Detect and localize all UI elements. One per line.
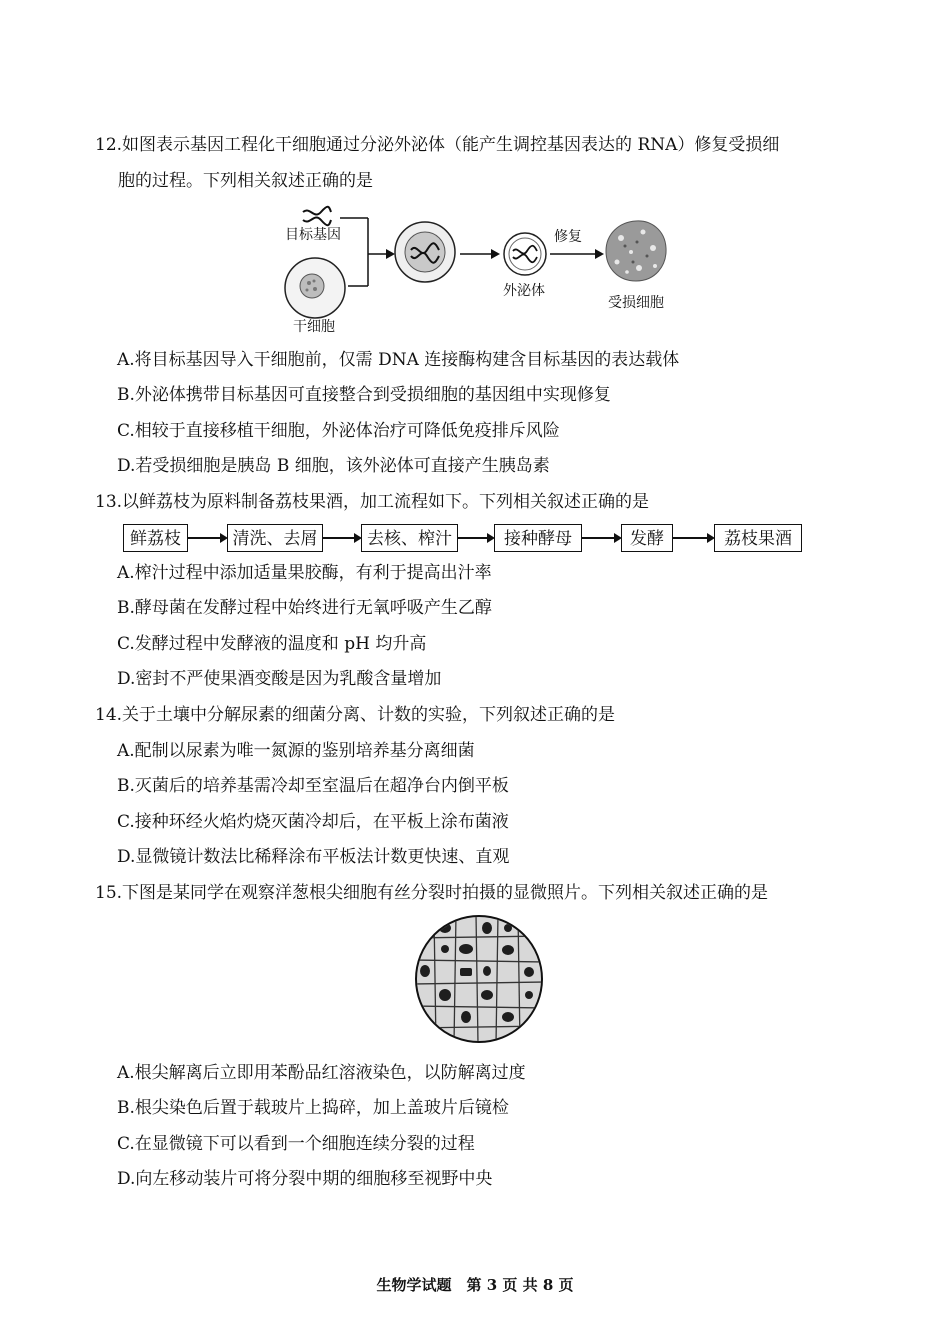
flow-arrow-2 [323, 537, 360, 539]
q13-option-b: B.酵母菌在发酵过程中始终进行无氧呼吸产生乙醇 [117, 598, 492, 618]
q14-option-b: B.灭菌后的培养基需冷却至室温后在超净台内倒平板 [117, 776, 509, 796]
damaged-cell-icon [603, 218, 669, 284]
flow-step-3: 去核、榨汁 [361, 524, 458, 552]
flow-arrow-4 [582, 537, 620, 539]
page-footer: 生物学试题 第 3 页 共 8 页 [376, 1276, 574, 1294]
micrograph-image [414, 914, 544, 1044]
target-gene-label: 目标基因 [285, 227, 341, 243]
q12-option-a: A.将目标基因导入干细胞前，仅需 DNA 连接酶构建含目标基因的表达载体 [117, 350, 680, 370]
q12-stem-line2: 胞的过程。下列相关叙述正确的是 [118, 171, 373, 191]
q14-option-d: D.显微镜计数法比稀释涂布平板法计数更快速、直观 [117, 847, 510, 867]
q12-option-c: C.相较于直接移植干细胞，外泌体治疗可降低免疫排斥风险 [117, 421, 560, 441]
stem-cell-icon [283, 256, 347, 320]
damaged-cell-label: 受损细胞 [608, 295, 664, 311]
engineered-stem-cell-icon [393, 220, 457, 284]
flow-arrow-5 [673, 537, 713, 539]
arrow-to-exosome [460, 248, 500, 260]
q13-option-c: C.发酵过程中发酵液的温度和 pH 均升高 [117, 634, 427, 654]
q14-stem: 14.关于土壤中分解尿素的细菌分离、计数的实验，下列叙述正确的是 [95, 705, 616, 725]
flow-step-5: 发酵 [621, 524, 673, 552]
flow-step-2: 清洗、去屑 [227, 524, 323, 552]
q12-stem-line1: 12.如图表示基因工程化干细胞通过分泌外泌体（能产生调控基因表达的 RNA）修复受损细 [95, 135, 780, 155]
q15-option-a: A.根尖解离后立即用苯酚品红溶液染色，以防解离过度 [117, 1063, 526, 1083]
flow-step-4: 接种酵母 [494, 524, 582, 552]
flow-arrow-1 [188, 537, 226, 539]
q14-option-a: A.配制以尿素为唯一氮源的鉴别培养基分离细菌 [117, 741, 475, 761]
q12-option-b: B.外泌体携带目标基因可直接整合到受损细胞的基因组中实现修复 [117, 385, 611, 405]
flow-arrow-3 [458, 537, 493, 539]
q13-option-d: D.密封不严使果酒变酸是因为乳酸含量增加 [117, 669, 442, 689]
stem-cell-label: 干细胞 [293, 319, 335, 335]
q15-option-b: B.根尖染色后置于载玻片上捣碎，加上盖玻片后镜检 [117, 1098, 509, 1118]
dna-helix-icon [302, 207, 332, 225]
q12-option-d: D.若受损细胞是胰岛 B 细胞，该外泌体可直接产生胰岛素 [117, 456, 550, 476]
q13-stem: 13.以鲜荔枝为原料制备荔枝果酒，加工流程如下。下列相关叙述正确的是 [95, 492, 650, 512]
q14-option-c: C.接种环经火焰灼烧灭菌冷却后，在平板上涂布菌液 [117, 812, 509, 832]
flow-step-1: 鲜荔枝 [123, 524, 188, 552]
bracket-connector [340, 216, 395, 288]
q13-option-a: A.榨汁过程中添加适量果胶酶，有利于提高出汁率 [117, 563, 492, 583]
arrow-to-damaged-cell [550, 248, 604, 260]
repair-label: 修复 [554, 229, 582, 245]
q15-option-c: C.在显微镜下可以看到一个细胞连续分裂的过程 [117, 1134, 475, 1154]
exosome-label: 外泌体 [503, 283, 545, 299]
q15-option-d: D.向左移动装片可将分裂中期的细胞移至视野中央 [117, 1169, 493, 1189]
q15-stem: 15.下图是某同学在观察洋葱根尖细胞有丝分裂时拍摄的显微照片。下列相关叙述正确的是 [95, 883, 769, 903]
flow-step-6: 荔枝果酒 [714, 524, 802, 552]
exosome-icon [502, 231, 548, 277]
